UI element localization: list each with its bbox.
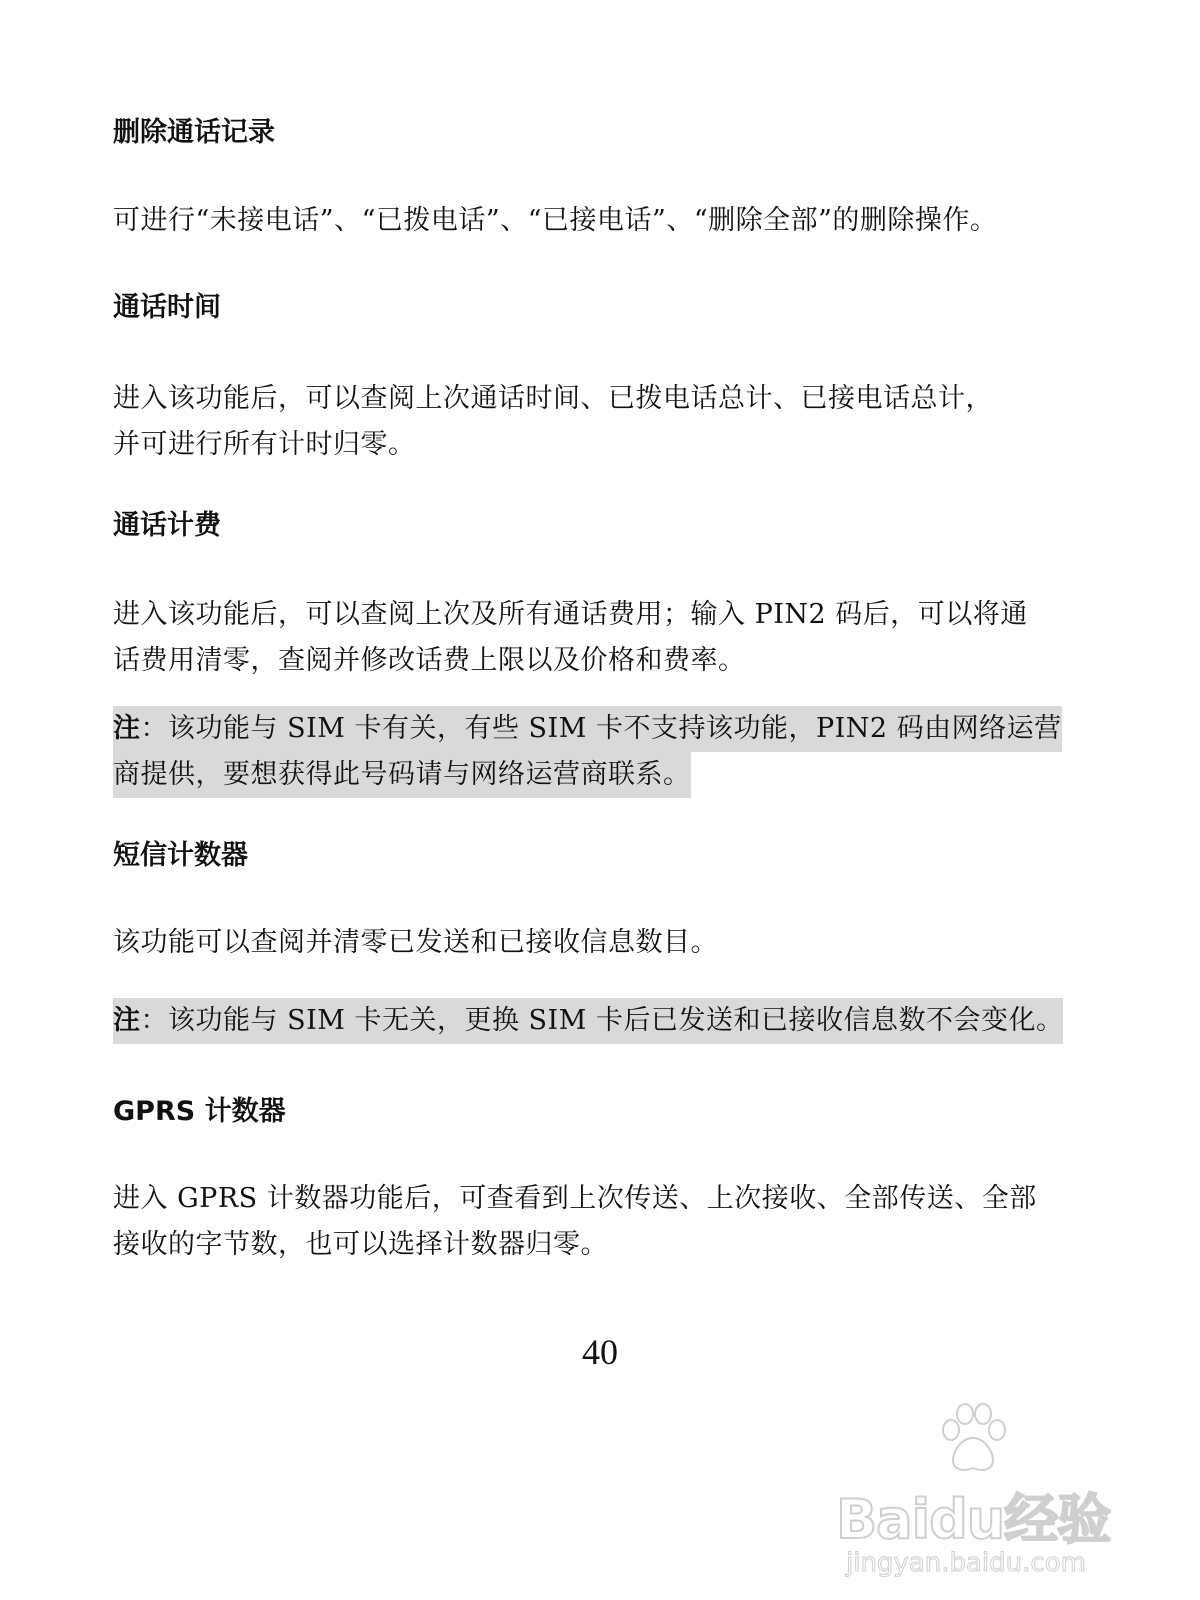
note-line <box>113 998 1063 1044</box>
paw-icon <box>933 1400 1013 1480</box>
note-call-cost <box>113 706 1073 798</box>
body-line: 该功能可以查阅并清零已发送和已接收信息数目。 <box>113 927 718 958</box>
body-line: 进入该功能后，可以查阅上次及所有通话费用；输入 PIN2 码后，可以将通 <box>113 599 1028 630</box>
section-heading-sms-counter: 短信计数器 <box>113 840 248 871</box>
body-line: 并可进行所有计时归零。 <box>113 429 416 460</box>
note-text: ：该功能与 SIM 卡无关，更换 SIM 卡后已发送和已接收信息数不会变化。 <box>140 1005 1064 1036</box>
body-line: 接收的字节数，也可以选择计数器归零。 <box>113 1229 608 1260</box>
body-line: 可进行“未接电话”、“已拨电话”、“已接电话”、“删除全部”的删除操作。 <box>113 205 998 236</box>
body-line: 进入 GPRS 计数器功能后，可查看到上次传送、上次接收、全部传送、全部 <box>113 1183 1037 1214</box>
note-line: 商提供，要想获得此号码请与网络运营商联系。 <box>113 752 691 798</box>
body-line: 进入该功能后，可以查阅上次通话时间、已拨电话总计、已接电话总计， <box>113 383 993 414</box>
section-body-delete-call-log <box>113 198 1073 244</box>
section-heading-call-cost: 通话计费 <box>113 510 221 541</box>
note-lead: 注 <box>113 1005 141 1036</box>
note-text: ：该功能与 SIM 卡有关，有些 SIM 卡不支持该功能，PIN2 码由网络运营 <box>140 713 1062 744</box>
section-heading-gprs-counter: GPRS 计数器 <box>113 1096 286 1127</box>
watermark-brand: Baidu经验 <box>836 1488 1111 1551</box>
note-sms-counter <box>113 998 1073 1044</box>
page-number: 40 <box>582 1332 618 1372</box>
baidu-watermark <box>828 1400 1118 1580</box>
watermark-url: jingyan.baidu.com <box>846 1548 1086 1578</box>
section-heading-call-time: 通话时间 <box>113 292 221 323</box>
body-line: 话费用清零，查阅并修改话费上限以及价格和费率。 <box>113 645 746 676</box>
section-body-sms-counter <box>113 920 1073 966</box>
section-body-call-cost <box>113 592 1073 684</box>
section-body-call-time <box>113 376 1073 468</box>
note-line <box>113 706 1062 752</box>
note-lead: 注 <box>113 713 141 744</box>
section-body-gprs-counter <box>113 1176 1073 1268</box>
section-heading-delete-call-log: 删除通话记录 <box>113 117 275 148</box>
